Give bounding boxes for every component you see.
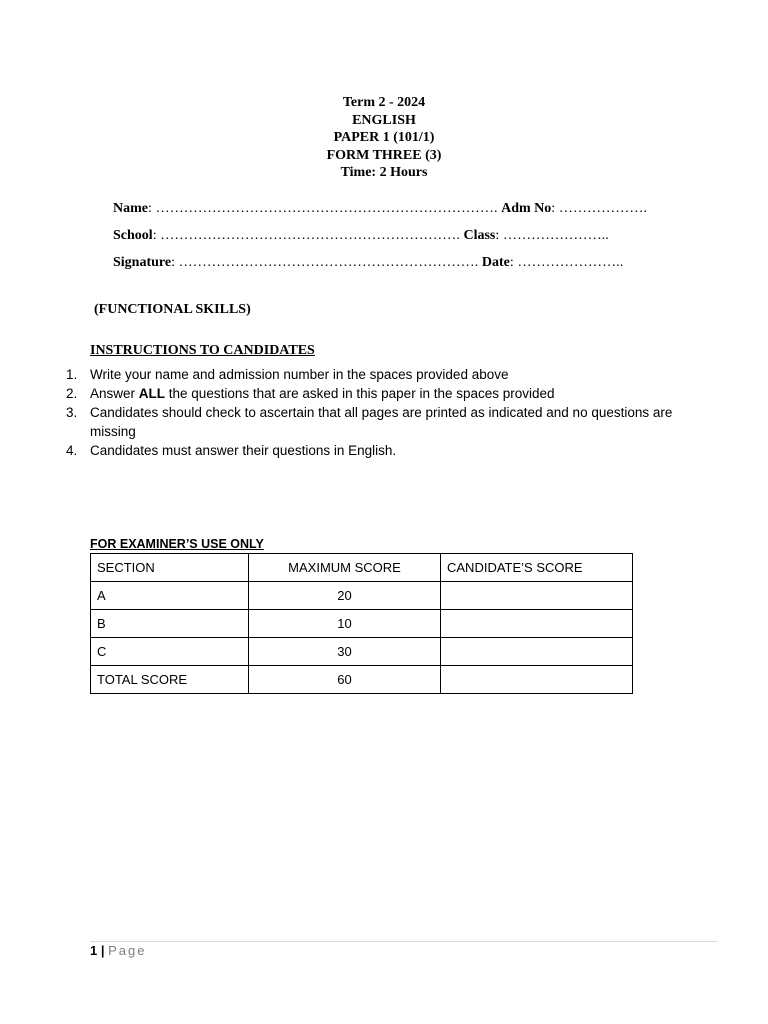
instruction-item xyxy=(66,403,706,441)
instruction-text: Candidates should check to ascertain that all pages are printed as indicated and no questions are missing xyxy=(90,405,673,439)
page-label: Page xyxy=(108,943,147,958)
adm-label: Adm No xyxy=(501,201,552,216)
instruction-number: 1. xyxy=(66,367,78,382)
form-line: FORM THREE (3) xyxy=(326,147,442,163)
instruction-text: Answer ALL the questions that are asked in this paper in the spaces provided xyxy=(90,386,555,401)
class-label: Class xyxy=(463,228,496,243)
school-label: School xyxy=(113,228,153,243)
date-label: Date xyxy=(481,255,510,270)
candidate-score-cell[interactable] xyxy=(441,582,633,610)
table-row xyxy=(91,638,633,666)
class-field: : ………………….. xyxy=(495,228,609,243)
examiner-title: FOR EXAMINER’S USE ONLY xyxy=(90,537,264,551)
max-score-cell: 10 xyxy=(249,610,441,638)
candidate-score-cell[interactable] xyxy=(441,666,633,694)
instruction-number: 2. xyxy=(66,386,78,401)
term-line: Term 2 - 2024 xyxy=(342,95,426,110)
instruction-text: Candidates must answer their questions in English. xyxy=(90,443,397,458)
candidate-score-cell[interactable] xyxy=(441,638,633,666)
header-section: SECTION xyxy=(91,554,249,582)
section-cell: B xyxy=(91,610,249,638)
instruction-number: 4. xyxy=(66,443,78,458)
name-label: Name xyxy=(113,201,148,216)
exam-header xyxy=(0,94,768,182)
footer-separator: | xyxy=(97,943,109,958)
section-title: (FUNCTIONAL SKILLS) xyxy=(94,302,251,317)
table-header-row xyxy=(91,554,633,582)
header-candidate-score: CANDIDATE’S SCORE xyxy=(441,554,633,582)
subject-line: ENGLISH xyxy=(352,112,416,128)
school-field: : ………………………………………………………. xyxy=(152,228,460,243)
instruction-emphasis: ALL xyxy=(138,386,166,401)
table-row xyxy=(91,582,633,610)
max-score-cell: 30 xyxy=(249,638,441,666)
instruction-text: Write your name and admission number in the spaces provided above xyxy=(90,367,509,382)
max-score-cell: 20 xyxy=(249,582,441,610)
instruction-item xyxy=(66,441,706,460)
instruction-number: 3. xyxy=(66,405,78,420)
candidate-score-cell[interactable] xyxy=(441,610,633,638)
signature-row xyxy=(113,255,623,271)
time-line: Time: 2 Hours xyxy=(340,165,428,181)
instruction-item xyxy=(66,365,706,384)
instruction-item xyxy=(66,384,706,403)
section-cell: C xyxy=(91,638,249,666)
name-field: : ………………………………………………………………. xyxy=(148,201,498,216)
signature-label: Signature xyxy=(113,255,172,270)
header-max-score: MAXIMUM SCORE xyxy=(249,554,441,582)
date-field: : ………………….. xyxy=(509,255,624,270)
instructions-title: INSTRUCTIONS TO CANDIDATES xyxy=(90,343,315,358)
max-score-cell: 60 xyxy=(249,666,441,694)
section-cell: TOTAL SCORE xyxy=(91,666,249,694)
instructions-list xyxy=(66,365,706,460)
footer-divider xyxy=(90,941,717,942)
table-row xyxy=(91,610,633,638)
name-row xyxy=(113,201,647,217)
paper-line: PAPER 1 (101/1) xyxy=(333,130,435,146)
school-row xyxy=(113,228,609,244)
section-cell: A xyxy=(91,582,249,610)
page-footer xyxy=(90,943,146,958)
score-table xyxy=(90,553,633,694)
table-row xyxy=(91,666,633,694)
signature-field: : ………………………………………………………. xyxy=(171,255,479,270)
page-number: 1 xyxy=(90,943,98,958)
adm-field: : ………………. xyxy=(551,201,648,216)
